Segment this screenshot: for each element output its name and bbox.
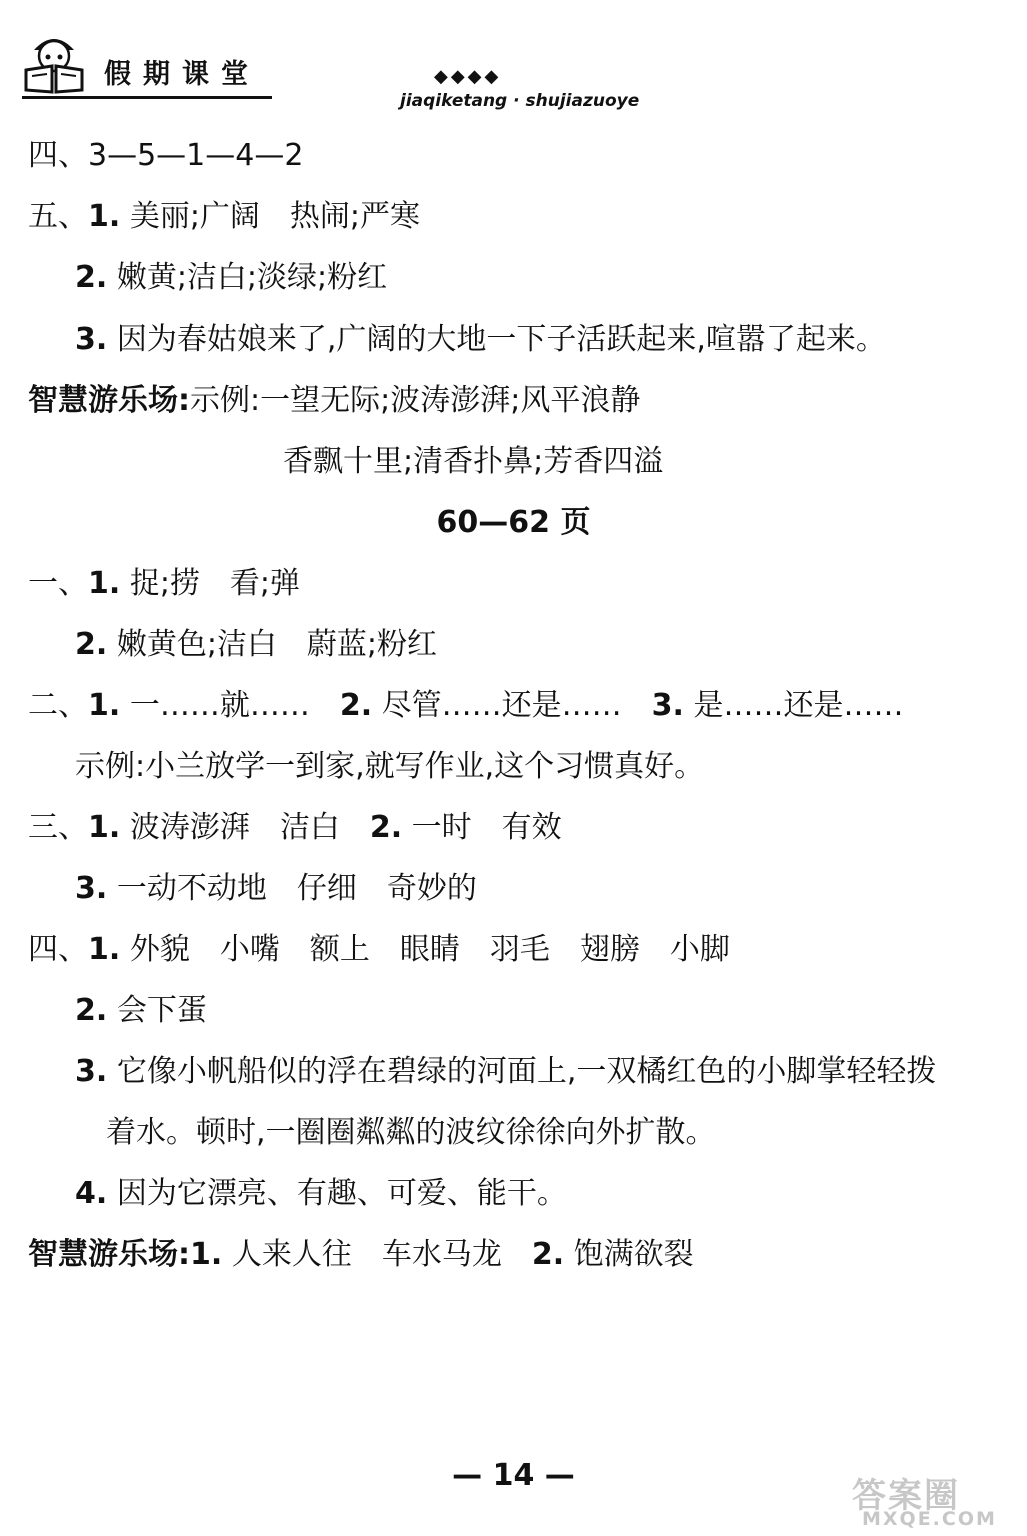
- item-number: 2.: [531, 1237, 565, 1272]
- answer-text: 因为春姑娘来了,广阔的大地一下子活跃起来,喧嚣了起来。: [107, 322, 886, 357]
- answer-line: [75, 1176, 567, 1212]
- answer-text: 示例:一望无际;波涛澎湃;风平浪静: [190, 383, 641, 418]
- answer-text: 一动不动地 仔细 奇妙的: [107, 871, 477, 906]
- watermark-logo: [852, 1468, 1022, 1532]
- item-number: 4.: [75, 1176, 108, 1211]
- answer-line: [28, 688, 903, 724]
- answer-line: [283, 444, 663, 480]
- item-number: 2.: [75, 260, 108, 295]
- item-number: 1.: [88, 810, 121, 845]
- answer-line: [28, 566, 300, 602]
- section-label: 智慧游乐场:: [28, 1237, 190, 1272]
- answer-text: 它像小帆船似的浮在碧绿的河面上,一双橘红色的小脚掌轻轻拨: [107, 1054, 937, 1089]
- section-label: 三、: [28, 810, 88, 845]
- answer-line: [28, 383, 640, 419]
- answer-line: [75, 322, 886, 358]
- watermark-bottom-text: MXQE.COM: [862, 1508, 997, 1530]
- section-label: 四、: [28, 138, 88, 173]
- item-number: 1.: [88, 199, 121, 234]
- item-number: 1.: [190, 1237, 223, 1272]
- brand-title: 假期课堂: [104, 59, 260, 90]
- answer-text: 3—5—1—4—2: [88, 138, 304, 173]
- answer-line: [75, 260, 387, 296]
- item-number: 2.: [369, 810, 403, 845]
- item-number: 1.: [88, 566, 121, 601]
- item-number: 2.: [75, 627, 108, 662]
- answer-line: [28, 1237, 694, 1273]
- answer-text: 外貌 小嘴 额上 眼睛 羽毛 翅膀 小脚: [120, 932, 730, 967]
- item-number: 3.: [75, 871, 108, 906]
- item-number: 3.: [651, 688, 684, 723]
- answer-line: [75, 1054, 936, 1090]
- diamond-ornament: ◆◆◆◆: [434, 66, 502, 87]
- answer-text: 是……还是……: [683, 688, 904, 723]
- item-number: 3.: [75, 1054, 108, 1089]
- page-header: [0, 0, 1027, 120]
- item-number: 2.: [75, 993, 108, 1028]
- answer-line: [28, 932, 730, 968]
- answer-line: [75, 749, 704, 785]
- answer-line: [28, 810, 562, 846]
- answer-line: [75, 993, 207, 1029]
- section-label: 五、: [28, 199, 88, 234]
- item-number: 2.: [339, 688, 373, 723]
- section-label: 四、: [28, 932, 88, 967]
- watermark-top-text: 答案圈: [852, 1476, 960, 1516]
- answer-text: 人来人往 车水马龙: [222, 1237, 532, 1272]
- answer-text: 美丽;广阔 热闹;严寒: [120, 199, 421, 234]
- answer-text: 会下蛋: [107, 993, 207, 1028]
- answer-text: 因为它漂亮、有趣、可爱、能干。: [107, 1176, 567, 1211]
- answer-line: [75, 627, 437, 663]
- header-pinyin: jiaqiketang · shujiazuoye: [400, 91, 640, 111]
- answer-text: 嫩黄色;洁白 蔚蓝;粉红: [107, 627, 438, 662]
- answer-line: [75, 871, 477, 907]
- answer-text: 饱满欲裂: [564, 1237, 694, 1272]
- answer-text: 一时 有效: [402, 810, 562, 845]
- answer-text: 一……就……: [120, 688, 340, 723]
- answer-text: 波涛澎湃 洁白: [120, 810, 370, 845]
- answer-text: 示例:小兰放学一到家,就写作业,这个习惯真好。: [75, 749, 705, 784]
- answer-text: 嫩黄;洁白;淡绿;粉红: [107, 260, 388, 295]
- answer-line: [28, 199, 420, 235]
- mascot-reading-book-icon: [22, 30, 86, 94]
- answer-text: 着水。顿时,一圈圈粼粼的波纹徐徐向外扩散。: [106, 1115, 716, 1150]
- item-number: 3.: [75, 322, 108, 357]
- section-label: 一、: [28, 566, 88, 601]
- section-label: 二、: [28, 688, 88, 723]
- section-title: 60—62 页: [436, 505, 591, 540]
- answer-text: 捉;捞 看;弹: [120, 566, 301, 601]
- section-label: 智慧游乐场:: [28, 383, 190, 418]
- item-number: 1.: [88, 688, 121, 723]
- header-underline: [22, 96, 272, 99]
- answer-text: 尽管……还是……: [372, 688, 652, 723]
- answer-line: [106, 1115, 716, 1151]
- answer-line: [28, 138, 303, 174]
- page-number: — 14 —: [452, 1458, 575, 1493]
- answer-text: 香飘十里;清香扑鼻;芳香四溢: [283, 444, 664, 479]
- item-number: 1.: [88, 932, 121, 967]
